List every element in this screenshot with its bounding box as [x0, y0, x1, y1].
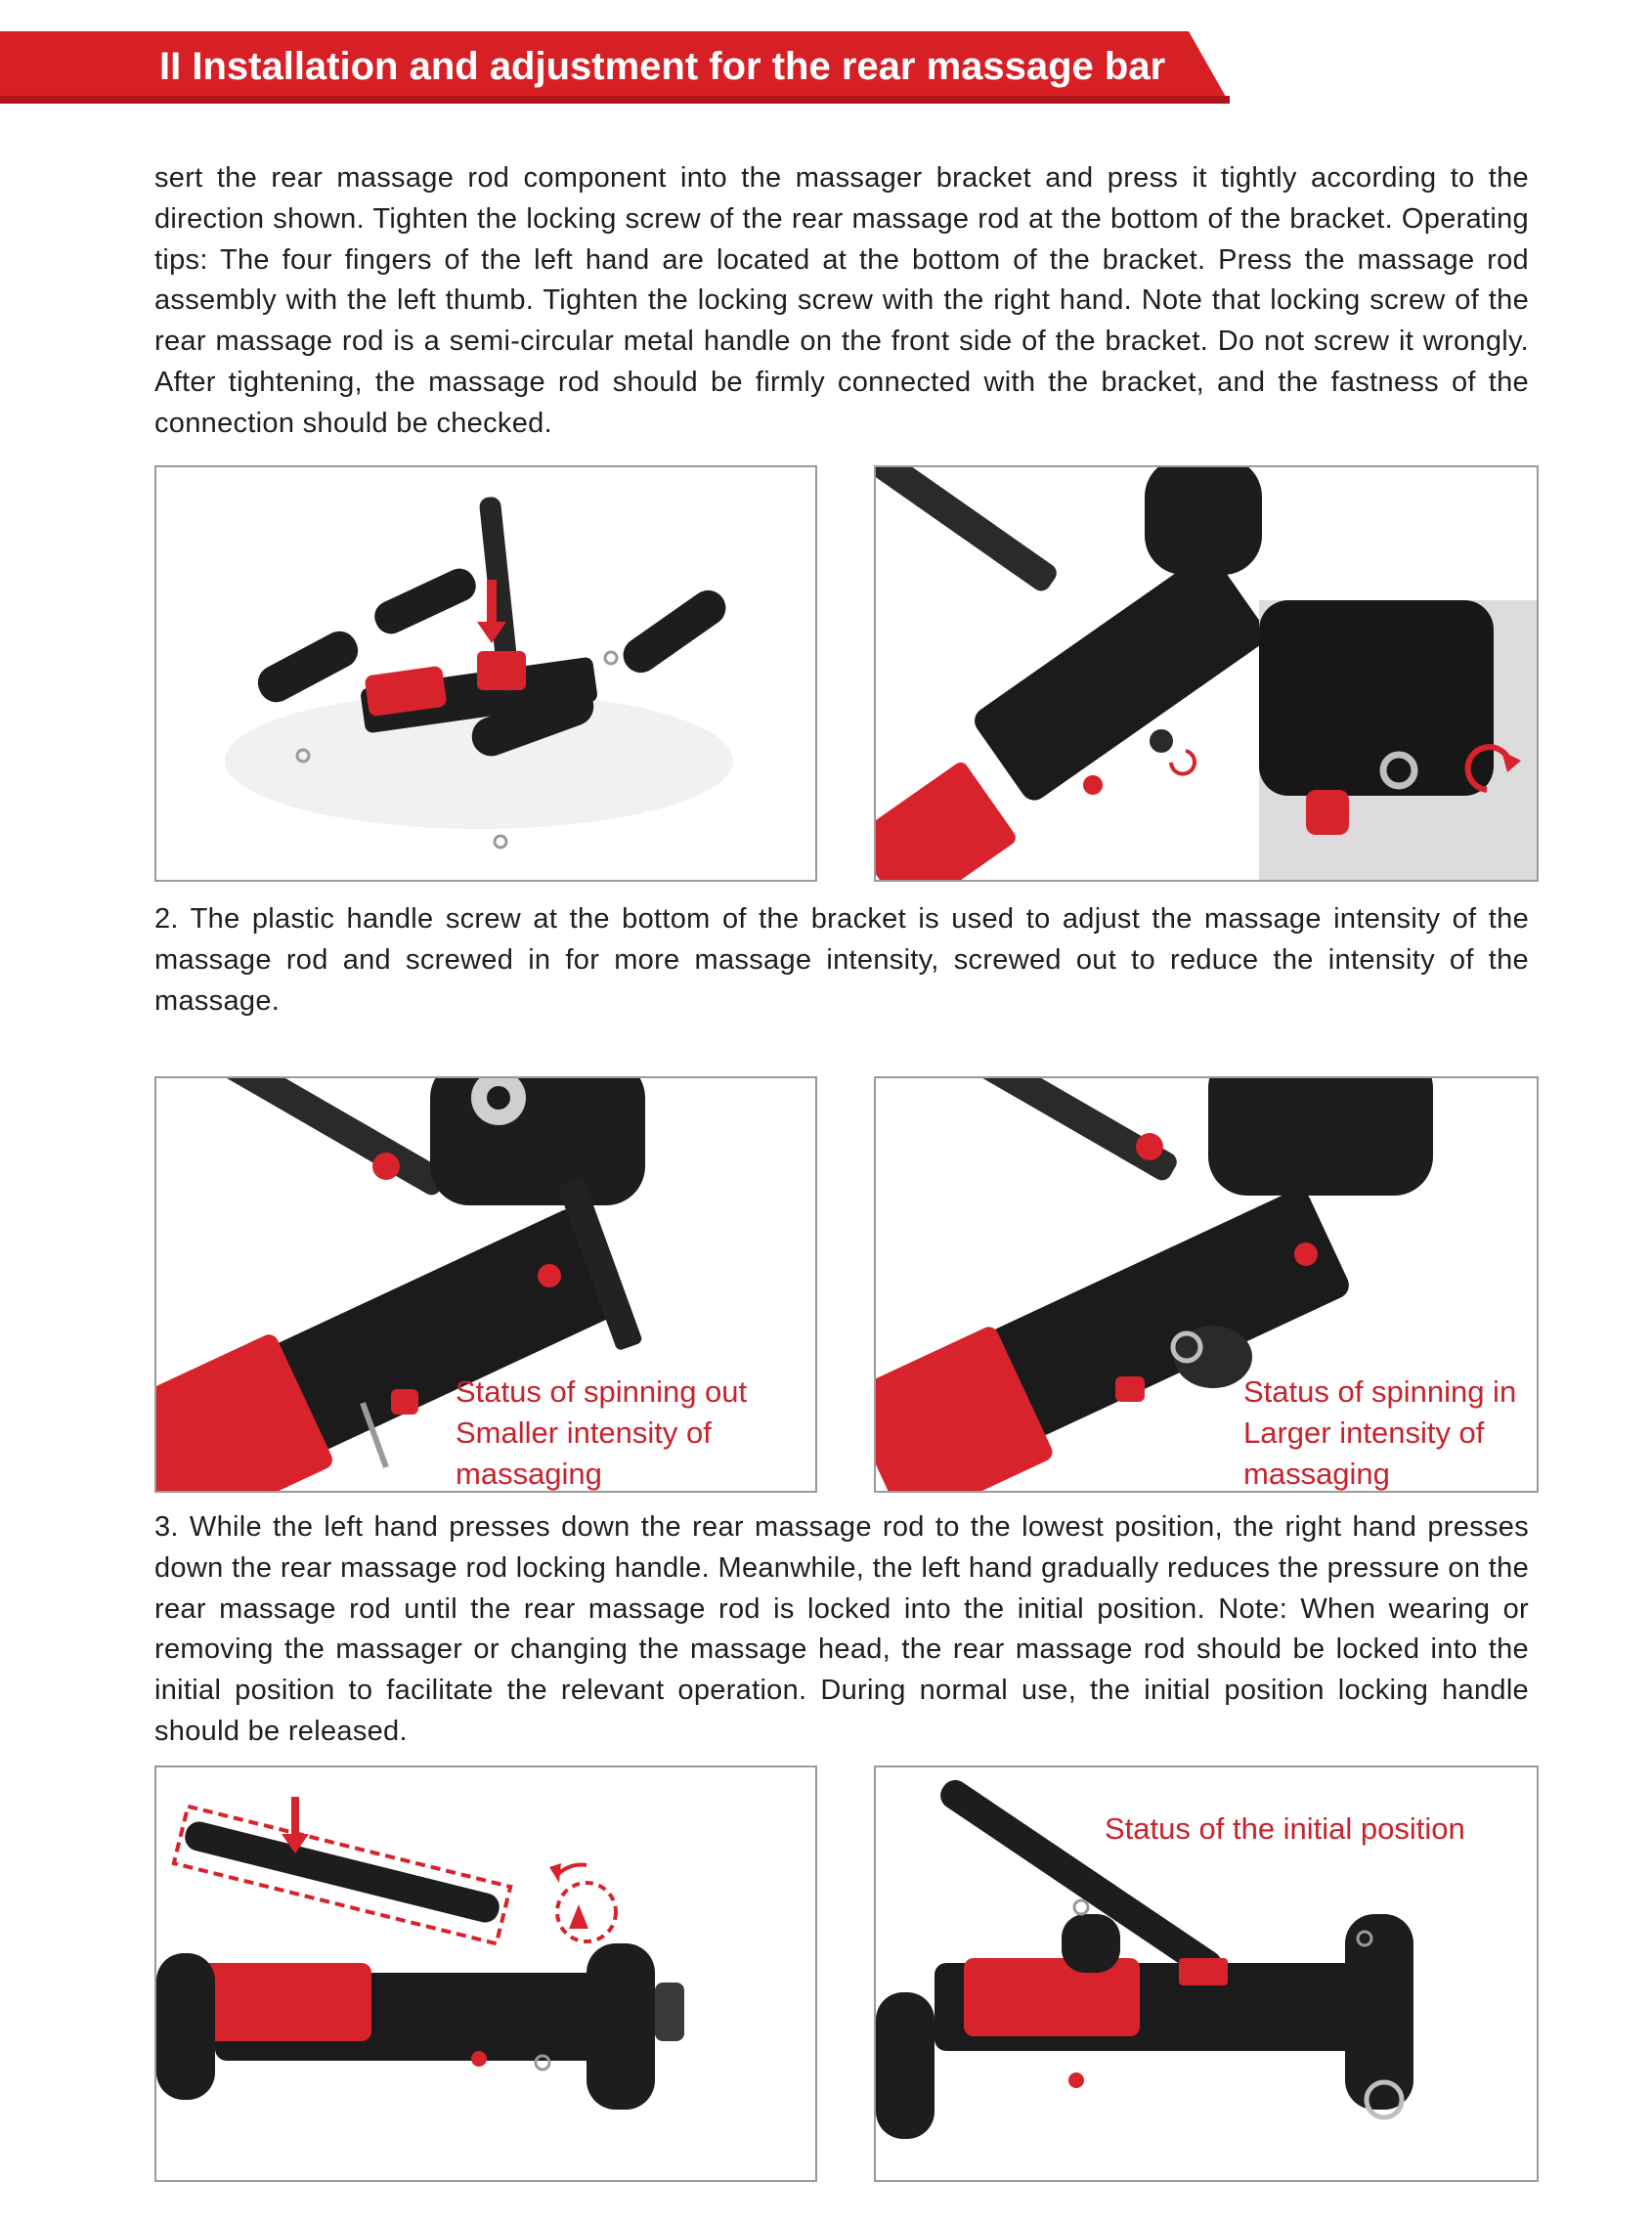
front-pad-left [252, 625, 365, 708]
figure-locking-procedure [154, 1765, 817, 2182]
figure-spinning-out [154, 1076, 817, 1493]
caption-spinning-out-line1: Status of spinning out [456, 1374, 748, 1409]
caption-spinning-in-line2: Larger intensity of [1243, 1416, 1485, 1450]
figure-rod-insertion [154, 465, 817, 882]
figure-locking-screw [874, 465, 1539, 882]
section-title: II Installation and adjustment for the rear massage bar [159, 45, 1166, 88]
caption-initial-position: Status of the initial position [1105, 1811, 1465, 1846]
figure-initial-position [874, 1765, 1539, 2182]
caption-spinning-in-line1: Status of spinning in [1243, 1374, 1517, 1409]
rear-pad-left [370, 563, 481, 638]
caption-spinning-out-line2: Smaller intensity of [456, 1416, 712, 1450]
rod-red-mount [477, 651, 526, 690]
step1-paragraph: sert the rear massage rod component into the massager bracket and press it tightly according to the direction shown. Tighten the locking screw of the rear massage rod at the bottom of the bracket. Operating tips: The four fingers of the left hand are located at the bottom of the bracket. Press the massage rod assembly with the left thumb. Tighten the locking screw with the right hand. Note that locking screw of the rear massage rod is a semi-circular metal handle on the front side of the bracket. Do not screw it wrongly. After tightening, the massage rod should be firmly connected with the bracket, and the fastness of the connection should be checked. [154, 162, 1529, 439]
caption-spinning-out-line3: massaging [456, 1457, 602, 1491]
insert-arrow-shaft [487, 580, 497, 624]
section-header-banner [0, 31, 1232, 104]
figure-spinning-in [874, 1076, 1539, 1493]
caption-spinning-in-line3: massaging [1243, 1457, 1390, 1491]
step3-paragraph: 3. While the left hand presses down the rear massage rod to the lowest position, the right hand presses down the rear massage rod locking handle. Meanwhile, the left hand gradually reduces the pressure on the rear massage rod until the rear massage rod is locked into the initial position. Note: When wearing or removing the massager or changing the massage head, the rear massage rod should be locked into the initial position to facilitate the relevant operation. During normal use, the initial position locking handle should be released. [154, 1511, 1529, 1747]
rear-pad-right [617, 584, 733, 679]
step2-paragraph: 2. The plastic handle screw at the bottom of the bracket is used to adjust the massage intensity of the massage rod and screwed in for more massage intensity, screwed out to reduce the intensity of the massage. [154, 903, 1529, 1017]
